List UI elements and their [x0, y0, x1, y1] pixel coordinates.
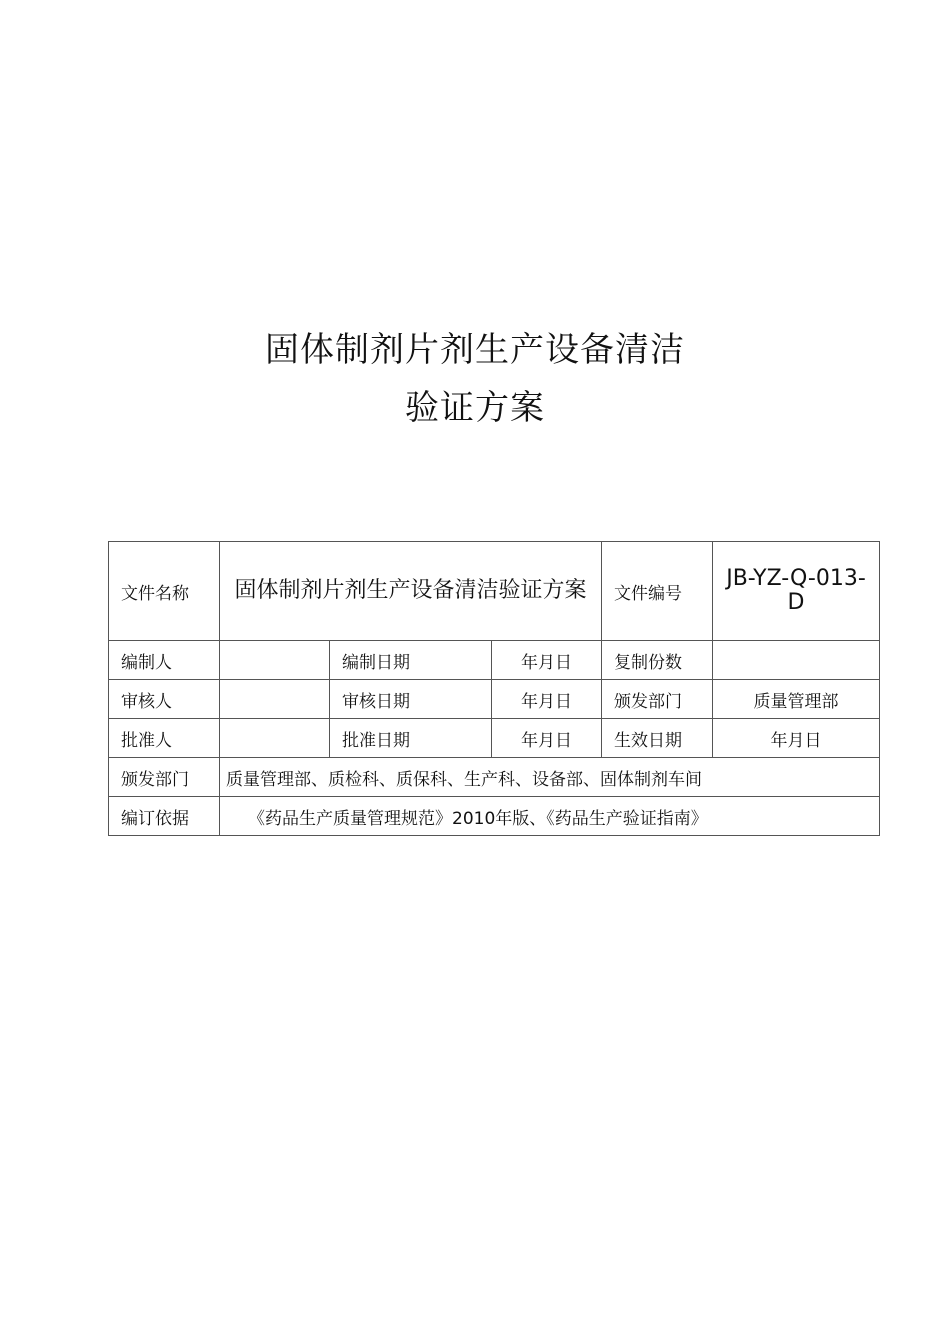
review-date-value: 年月日 — [492, 680, 602, 719]
copies-value — [713, 641, 880, 680]
author-date-value: 年月日 — [492, 641, 602, 680]
basis-value: 《药品生产质量管理规范》2010年版、《药品生产验证指南》 — [220, 797, 880, 836]
doc-number-label: 文件编号 — [602, 542, 713, 641]
author-value — [220, 641, 330, 680]
doc-name-label: 文件名称 — [109, 542, 220, 641]
review-date-label: 审核日期 — [330, 680, 492, 719]
document-info-table — [108, 541, 880, 836]
reviewer-label: 审核人 — [109, 680, 220, 719]
issue-dept-value: 质量管理部 — [713, 680, 880, 719]
doc-number-value: JB-YZ-Q-013-D — [713, 542, 880, 641]
table-row — [109, 758, 880, 797]
table-row — [109, 641, 880, 680]
table-row — [109, 542, 880, 641]
approve-date-value: 年月日 — [492, 719, 602, 758]
table-row — [109, 797, 880, 836]
document-title-line-2: 验证方案 — [405, 388, 545, 428]
distribution-value: 质量管理部、质检科、质保科、生产科、设备部、固体制剂车间 — [220, 758, 880, 797]
table-row — [109, 719, 880, 758]
effective-date-label: 生效日期 — [602, 719, 713, 758]
author-date-label: 编制日期 — [330, 641, 492, 680]
issue-dept-label: 颁发部门 — [602, 680, 713, 719]
author-label: 编制人 — [109, 641, 220, 680]
document-title-line-1: 固体制剂片剂生产设备清洁 — [265, 330, 685, 370]
approver-label: 批准人 — [109, 719, 220, 758]
doc-name-value: 固体制剂片剂生产设备清洁验证方案 — [220, 542, 602, 641]
table-row — [109, 680, 880, 719]
copies-label: 复制份数 — [602, 641, 713, 680]
basis-label: 编订依据 — [109, 797, 220, 836]
effective-date-value: 年月日 — [713, 719, 880, 758]
reviewer-value — [220, 680, 330, 719]
approver-value — [220, 719, 330, 758]
approve-date-label: 批准日期 — [330, 719, 492, 758]
distribution-label: 颁发部门 — [109, 758, 220, 797]
